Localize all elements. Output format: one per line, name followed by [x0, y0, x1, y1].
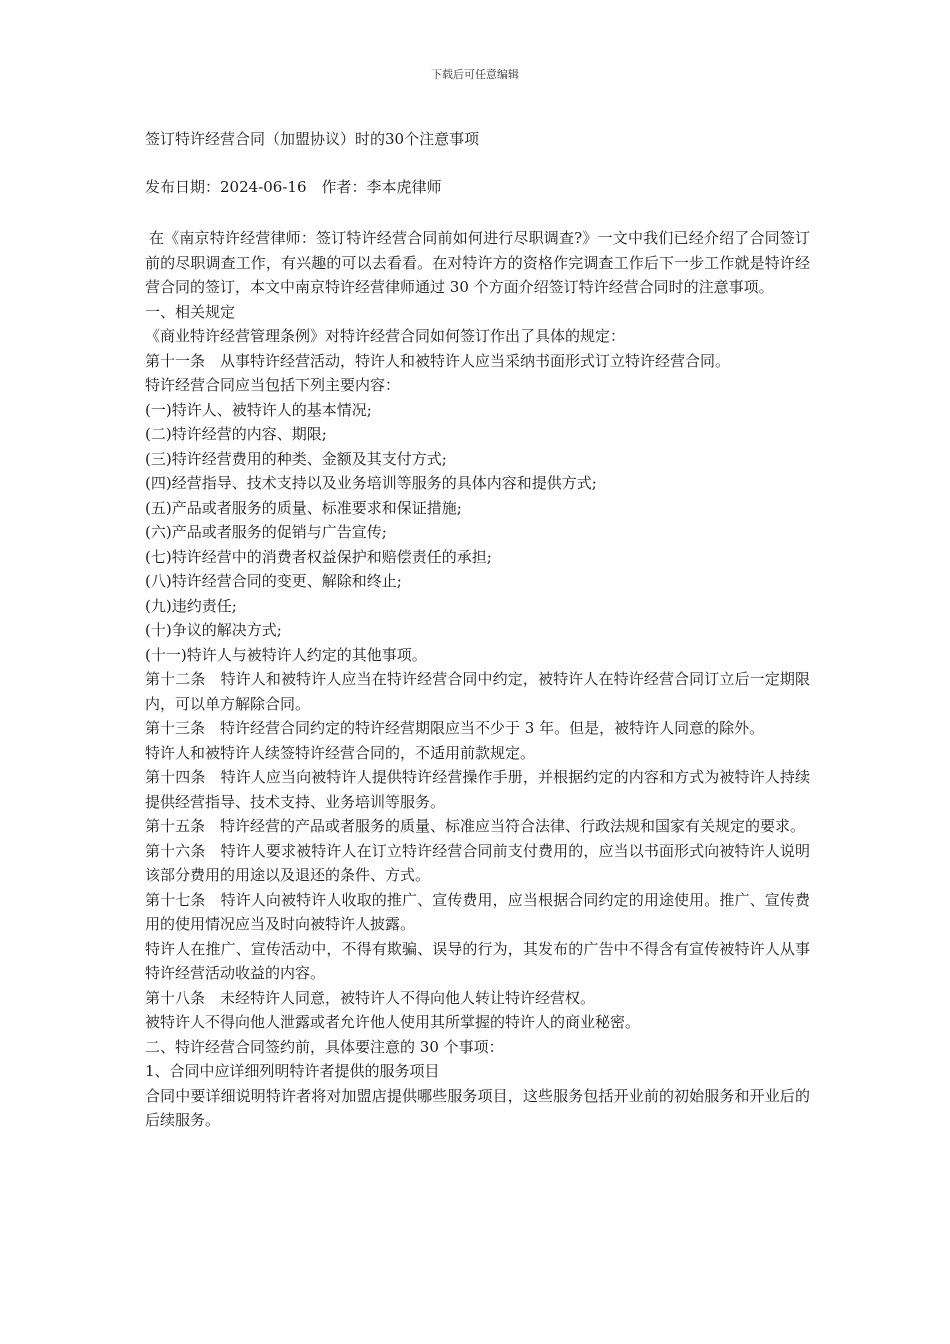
list-item: (二)特许经营的内容、期限;: [145, 425, 327, 443]
list-item: (六)产品或者服务的促销与广告宣传;: [145, 523, 387, 541]
page-header-note: 下载后可任意编辑: [431, 68, 519, 81]
list-item: (七)特许经营中的消费者权益保护和赔偿责任的承担;: [145, 547, 492, 566]
list-item: (一)特许人、被特许人的基本情况;: [145, 400, 372, 419]
article-clause: 第十三条 特许经营合同约定的特许经营期限应当不少于 3 年。但是，被特许人同意的除外。: [145, 719, 765, 737]
list-item: (五)产品或者服务的质量、标准要求和保证措施;: [145, 498, 462, 517]
section-heading: 二、特许经营合同签约前，具体要注意的 30 个事项：: [145, 1037, 504, 1056]
paragraph: 特许人和被特许人续签特许经营合同的，不适用前款规定。: [145, 743, 536, 762]
document-title: 签订特许经营合同（加盟协议）时的30个注意事项: [145, 130, 480, 148]
paragraph: 特许人在推广、宣传活动中，不得有欺骗、误导的行为，其发布的广告中不得含有宣传被特许人从事特许经营活动收益的内容。: [145, 939, 810, 982]
paragraph: 合同中要详细说明特许者将对加盟店提供哪些服务项目，这些服务包括开业前的初始服务和开业后的后续服务。: [145, 1086, 810, 1129]
article-text: [145, 226, 810, 1133]
list-item: (四)经营指导、技术支持以及业务培训等服务的具体内容和提供方式;: [145, 474, 597, 492]
list-item: (十)争议的解决方式;: [145, 621, 282, 639]
list-item: (八)特许经营合同的变更、解除和终止;: [145, 572, 402, 590]
article-clause: 第十四条 特许人应当向被特许人提供特许经营操作手册，并根据约定的内容和方式为被特许人持续提供经营指导、技术支持、业务培训等服务。: [145, 768, 810, 811]
article-clause: 第十二条 特许人和被特许人应当在特许经营合同中约定，被特许人在特许经营合同订立后一定期限内，可以单方解除合同。: [145, 670, 810, 713]
section-heading: 一、相关规定: [145, 302, 236, 321]
list-item: (九)违约责任;: [145, 596, 237, 615]
article-clause: 第十八条 未经特许人同意，被特许人不得向他人转让特许经营权。: [145, 988, 596, 1007]
list-item: (三)特许经营费用的种类、金额及其支付方式;: [145, 449, 447, 468]
intro-paragraph: 在《南京特许经营律师：签订特许经营合同前如何进行尽职调查?》一文中我们已经介绍了合同签订前的尽职调查工作，有兴趣的可以去看看。在对特许方的资格作完调查工作后下一步工作就是特许经营合同的签订，本文中南京特许经营律师通过 30 个方面介绍签订特许经营合同时的注意事项。: [145, 229, 810, 296]
list-item: (十一)特许人与被特许人约定的其他事项。: [145, 645, 427, 664]
paragraph: 特许经营合同应当包括下列主要内容：: [145, 376, 401, 394]
publish-info: 发布日期：2024-06-16 作者：李本虎律师: [145, 178, 442, 196]
article-clause: 第十六条 特许人要求被特许人在订立特许经营合同前支付费用的，应当以书面形式向被特许人说明该部分费用的用途以及退还的条件、方式。: [145, 841, 810, 884]
paragraph: 被特许人不得向他人泄露或者允许他人使用其所掌握的特许人的商业秘密。: [145, 1013, 641, 1031]
article-clause: 第十五条 特许经营的产品或者服务的质量、标准应当符合法律、行政法规和国家有关规定的要求。: [145, 817, 806, 835]
paragraph: 《商业特许经营管理条例》对特许经营合同如何签订作出了具体的规定：: [145, 327, 626, 345]
article-clause: 第十七条 特许人向被特许人收取的推广、宣传费用，应当根据合同约定的用途使用。推广、宣传费用的使用情况应当及时向被特许人披露。: [145, 890, 810, 933]
article-clause: 第十一条 从事特许经营活动，特许人和被特许人应当采纳书面形式订立特许经营合同。: [145, 351, 731, 370]
subsection-heading: 1、合同中应详细列明特许者提供的服务项目: [145, 1062, 440, 1080]
